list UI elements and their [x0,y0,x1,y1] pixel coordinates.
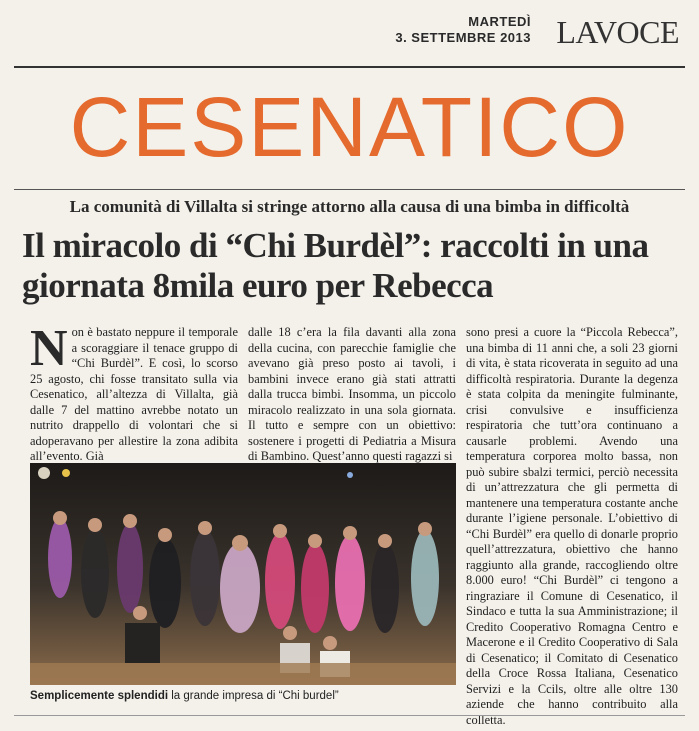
photo-caption [30,690,460,702]
article-column-1-text: on è bastato neppure il temporale a scoraggiare il tenace gruppo di “Chi Burdèl”. E così, lo scorso 25 agosto, chi fosse transitato sulla via Cesenatico, all’altezza di Villalta, già dalle 7 del mattino avrebbe notato un nutrito drappello di volontari che si adoperavano per allestire la zona adibita all’evento. Già [30,325,238,463]
masthead [0,0,699,62]
newspaper-logo: LAVOCE [556,14,679,50]
group-photo [30,463,456,685]
caption-text: la grande impresa di “Chi burdel” [168,690,339,702]
article-column-2: dalle 18 c’era la fila davanti alla zona della cucina, con parecchie famiglie che avevano già preso posto ai tavoli, i bambini invece erano già stati attratti dalla trucca bimbi. Insomma, un piccolo miracolo realizzato in una sola giornata. Il tutto e sempre con un obiettivo: sostenere i progetti di Pediatria a Misura di Bambino. Quest’anno questi ragazzi si [248,325,456,463]
group-photo-image [30,463,456,685]
article-column-3: sono presi a cuore la “Piccola Rebecca”, una bimba di 11 anni che, a soli 23 giorni di vita, è stata ricoverata in seguito ad una difficoltà respiratoria. Durante la degenza è stata colpita da meningite fulminante, crisi convulsive e insufficienza respiratoria che tutt’ora continuano a causarle problemi. Avendo una temperatura corporea molto bassa, non può subire sbalzi termici, perciò necessita di un’attrezzatura che gli permetta di mantenere una temperatura costante anche durante l’igiene personale. L’obiettivo di “Chi Burdèl” era quello di donarle proprio quell’attrezzatura, obiettivo che hanno raggiunto alla grande, raccogliendo oltre 8.000 euro! “Chi Burdèl” ci tengono a ringraziare il Comune di Cesenatico, il Sindaco e tutta la sua Amministrazione; il Credito Cooperativo Romagna Centro e Macerone e il Credito Cooperativo di Sala di Cesenatico; il Comitato di Cesenatico della Croce Rossa Italiana, Cesenatico Servizi e la Ccils, oltre alle oltre 130 aziende che hanno contribuito alla colletta. [466,325,678,727]
article-column-1 [30,320,238,465]
kicker: La comunità di Villalta si stringe attorno alla causa di una bimba in difficoltà [69,197,630,216]
headline: Il miracolo di “Chi Burdèl”: raccolti in una giornata 8mila euro per Rebecca [22,226,649,305]
issue-date [395,14,531,46]
section-title: CESENATICO [69,80,630,174]
caption-bold: Semplicemente splendidi [30,690,169,702]
section-rule [14,189,685,190]
issue-date-text: 3. SETTEMBRE 2013 [395,30,531,45]
issue-day: MARTEDÌ [468,14,531,29]
drop-cap: N [30,320,68,377]
bottom-rule [14,715,685,716]
top-rule [14,66,685,68]
